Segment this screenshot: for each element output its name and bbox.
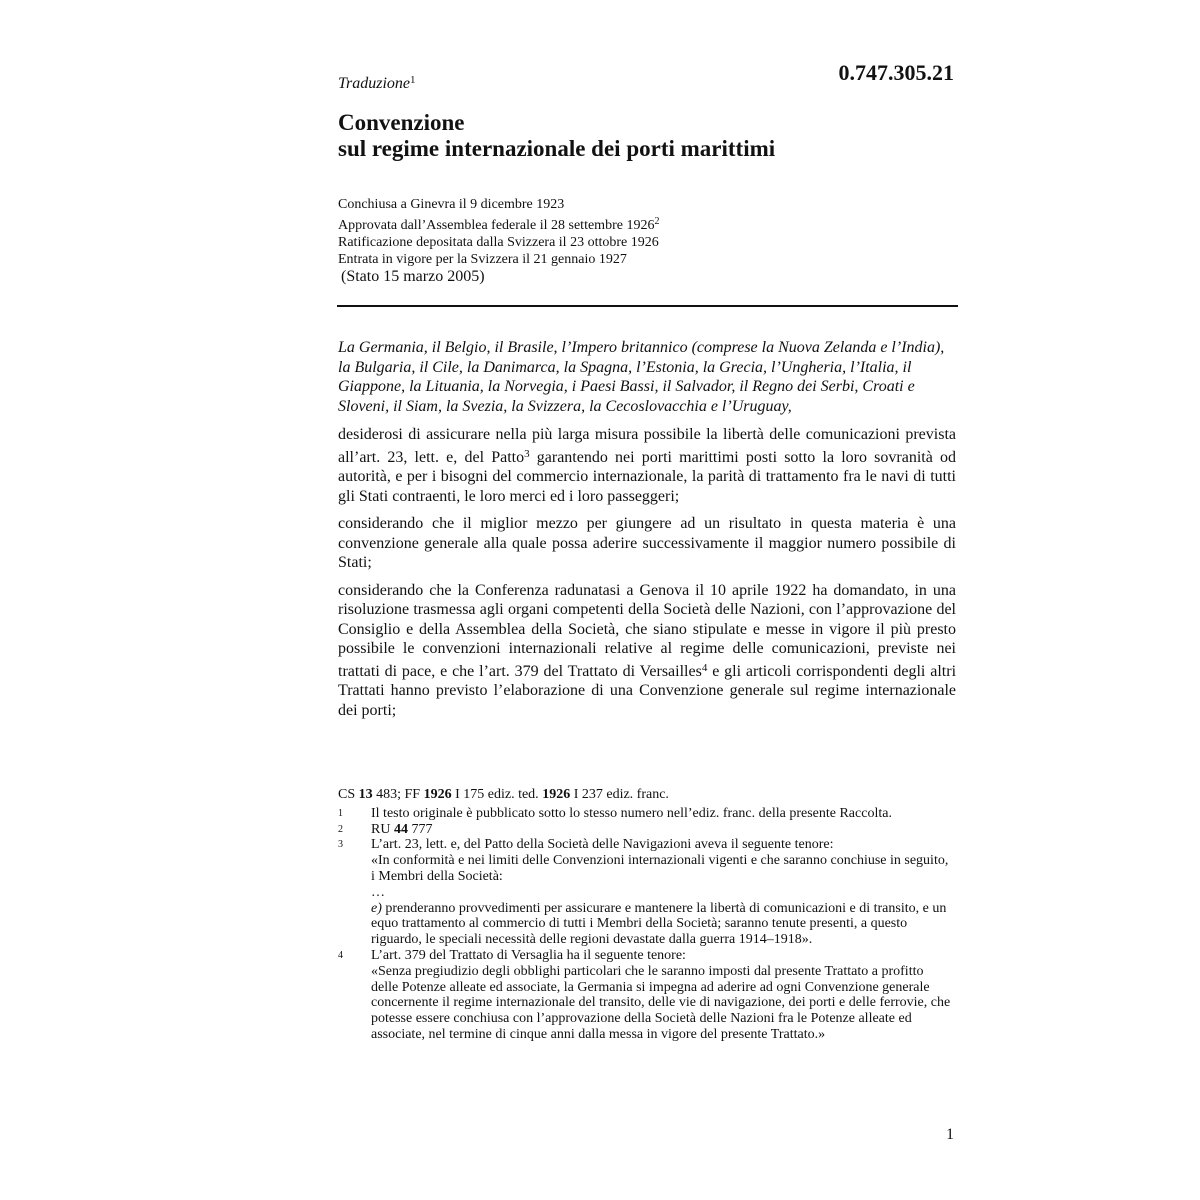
footnote-2 [338, 822, 954, 838]
page-number: 1 [946, 1126, 954, 1143]
translation-label [338, 74, 416, 93]
footnote-ref-4[interactable]: 4 [701, 661, 708, 674]
footnote-ref-3[interactable]: 3 [524, 447, 530, 460]
footnote-number: 4 [338, 949, 343, 961]
meta-ratification: Ratificazione depositata dalla Svizzera il 23 ottobre 1926 [338, 235, 659, 250]
footnote-number: 1 [338, 807, 343, 819]
source-citation: CS 13 483; FF 1926 I 175 ediz. ted. 1926 I 237 ediz. franc. [338, 787, 669, 802]
footnote-number: 3 [338, 839, 343, 851]
meta-concluded: Conchiusa a Ginevra il 9 dicembre 1923 [338, 197, 565, 212]
document-metadata [338, 196, 659, 268]
footnote-text: Il testo originale è pubblicato sotto lo stesso numero nell’ediz. franc. della presente Raccolta. [371, 805, 892, 821]
preamble-paragraph-2: considerando che il miglior mezzo per giungere ad un risultato in questa materia è una convenzione generale alla quale possa aderire successivamente il maggior numero possibile di Stati; [338, 515, 956, 571]
contracting-parties: La Germania, il Belgio, il Brasile, l’Impero britannico (comprese la Nuova Zelanda e l’India), la Bulgaria, il Cile, la Danimarca, la Spagna, l’Estonia, la Grecia, l’Ungheria, l’Italia, il Giappone, la Lituania, la Norvegia, i Paesi Bassi, il Salvador, il Regno dei Serbi, Croati e Sloveni, il Siam, la Svezia, la Svizzera, la Cecoslovacchia e l’Uruguay, [338, 339, 945, 415]
preamble [338, 338, 956, 728]
status-date: (Stato 15 marzo 2005) [341, 268, 485, 285]
footnotes [338, 787, 954, 1043]
preamble-paragraph-3: considerando che la Conferenza radunatasi a Genova il 10 aprile 1922 ha domandato, in una risoluzione trasmessa agli organi competenti della Società delle Nazioni, con l’approvazione del Consiglio e della Assemblea della Società, che siano stipulate e messe in vigore il più presto possibile le convenzioni internazionali relative al regime delle comunicazioni, previste nei trattati di pace, e che l’art. 379 del Trattato di Versailles$^4$ e gli articoli corrispondenti degli altri Trattati hanno previsto l’elaborazione di una Convenzione generale sul regime internazionale dei porti; [338, 581, 957, 719]
footnote-text: RU 44 777 [371, 821, 433, 837]
translation-text: Traduzione [338, 75, 411, 92]
title-line-2: sul regime internazionale dei porti marittimi [338, 136, 776, 161]
meta-entry-into-force: Entrata in vigore per la Svizzera il 21 gennaio 1927 [338, 252, 627, 267]
document-title [338, 110, 775, 162]
meta-approved: Approvata dall’Assemblea federale il 28 settembre 1926$^2$ [338, 216, 660, 233]
footnote-text: L’art. 23, lett. e, del Patto della Società delle Navigazioni aveva il seguente tenore: «In conformità e nei limiti delle Convenzioni internazionali vigenti e che saranno conchiuse in seguito, i Membri della Società: … e) prenderanno provvedimenti per assicurare e mantenere la libertà di comunicazioni e di transito, e un equo trattamento al commercio di tutti i Membri della Società; saranno tenute presenti, a questo riguardo, le speciali necessità delle regioni devastate dalla guerra 1914–1918». [371, 837, 949, 948]
footnote-number: 2 [338, 823, 343, 835]
document-number: 0.747.305.21 [838, 60, 954, 85]
footnote-1 [338, 806, 954, 822]
footnote-ref-1[interactable]: 1 [410, 74, 416, 86]
header-divider [337, 305, 958, 307]
footnote-text: L’art. 379 del Trattato di Versaglia ha il seguente tenore: «Senza pregiudizio degli obblighi particolari che le saranno imposti dal presente Trattato a profitto delle Potenze alleate ed associate, la Germania si impegna ad aderire ad ogni Convenzione generale concernente il regime internazionale del transito, delle vie di navigazione, dei porti e delle ferrovie, che potesse essere conchiusa con l’approvazione della Società delle Nazioni fra le Potenze alleate ed associate, nel termine di cinque anni dalla messa in vigore del presente Trattato.» [371, 947, 951, 1042]
title-line-1: Convenzione [338, 110, 465, 135]
footnote-ref-2[interactable]: 2 [654, 216, 660, 227]
footnote-3 [338, 837, 954, 948]
preamble-paragraph-1: desiderosi di assicurare nella più larga misura possibile la libertà delle comunicazioni prevista all’art. 23, lett. e, del Patto$^3$ garantendo nei porti marittimi posti sotto la loro sovranità od autorità, e per i bisogni del commercio internazionale, la parità di trattamento fra le navi di tutti gli Stati contraenti, le loro merci ed i loro passeggeri; [338, 426, 957, 505]
footnote-4 [338, 948, 954, 1043]
